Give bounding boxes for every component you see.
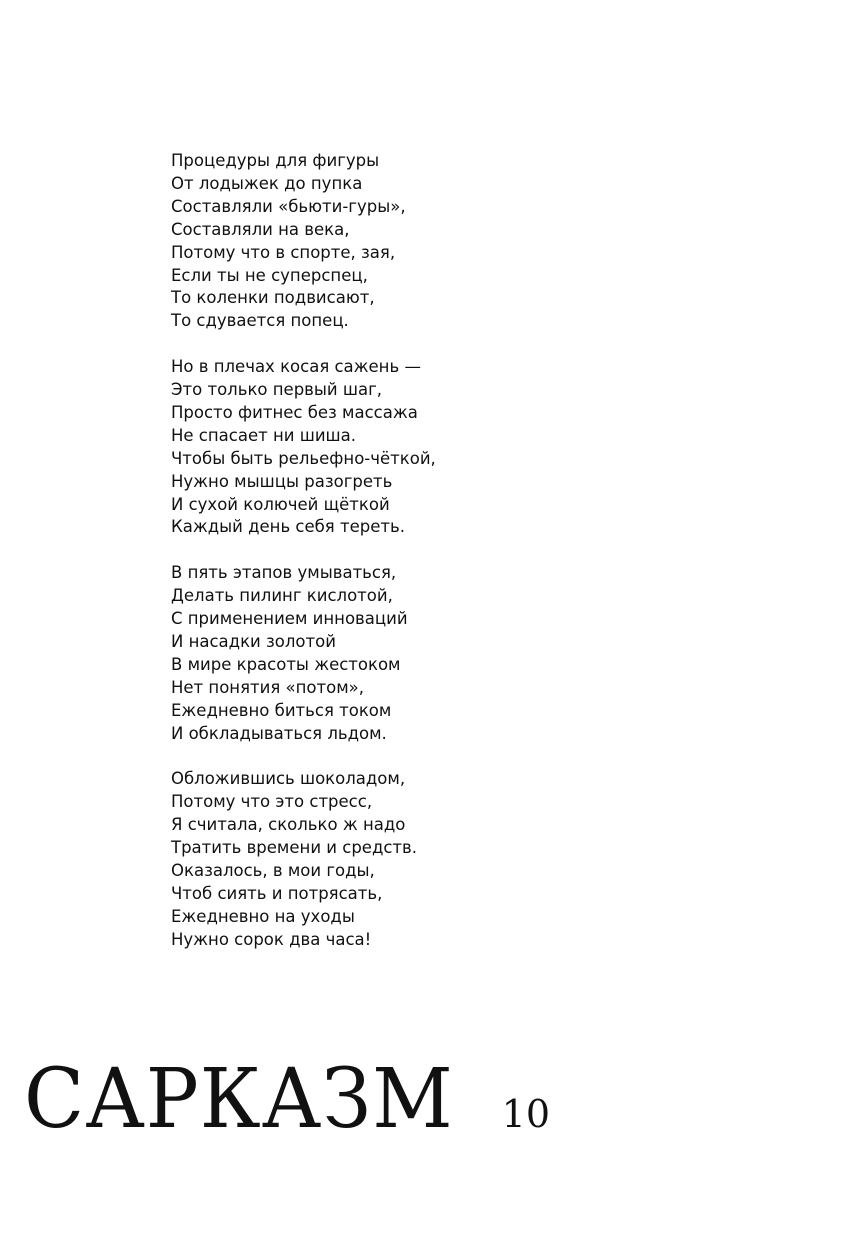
poem-line: Если ты не суперспец, [171, 265, 368, 285]
poem-line: Процедуры для фигуры [171, 151, 380, 170]
poem-line: И обкладываться льдом. [171, 723, 387, 743]
stanza-3 [171, 562, 691, 745]
poem-line: И насадки золотой [171, 632, 336, 651]
poem-line: И сухой колючей щёткой [171, 494, 390, 514]
page-footer [24, 1052, 550, 1147]
poem-line: От лодыжек до пупка [171, 173, 363, 193]
poem-line: Чтоб сиять и потрясать, [171, 883, 383, 903]
poem-line: Ежедневно биться током [171, 700, 392, 720]
stanza-2 [171, 356, 691, 539]
page-number: 10 [501, 1092, 550, 1136]
poem-line: Это только первый шаг, [171, 380, 383, 400]
poem-line: Каждый день себя тереть. [171, 517, 405, 537]
poem-line: Чтобы быть рельефно-чёткой, [171, 448, 436, 468]
poem-line: Тратить времени и средств. [171, 838, 418, 858]
poem-line: Я считала, сколько ж надо [171, 815, 406, 835]
poem-line: Нужно мышцы разогреть [171, 471, 393, 491]
poem-line: Составляли «бьюти-гуры», [171, 196, 406, 216]
poem-line: Просто фитнес без массажа [171, 402, 418, 422]
poem-line: Оказалось, в мои годы, [171, 861, 375, 881]
poem-line: Нужно сорок два часа! [171, 929, 372, 949]
stanza-1 [171, 150, 691, 333]
poem-line: Не спасает ни шиша. [171, 425, 356, 445]
poem-line: Ежедневно на уходы [171, 906, 355, 926]
poem-line: Делать пилинг кислотой, [171, 586, 393, 606]
poem-line: Потому что это стресс, [171, 792, 373, 812]
poem-line: Обложившись шоколадом, [171, 769, 406, 789]
poem-line: Но в плечах косая сажень — [171, 357, 421, 377]
section-title: САРКАЗМ [24, 1052, 454, 1147]
poem-line: То коленки подвисают, [171, 288, 375, 308]
poem-line: В пять этапов умываться, [171, 563, 397, 583]
poem-line: Составляли на века, [171, 219, 350, 239]
poem [171, 150, 691, 975]
poem-line: В мире красоты жестоком [171, 654, 401, 674]
poem-line: То сдувается попец. [171, 311, 349, 331]
poem-line: Нет понятия «потом», [171, 677, 364, 697]
stanza-4 [171, 768, 691, 951]
poem-line: Потому что в спорте, зая, [171, 242, 396, 262]
poem-line: С применением инноваций [171, 609, 408, 629]
